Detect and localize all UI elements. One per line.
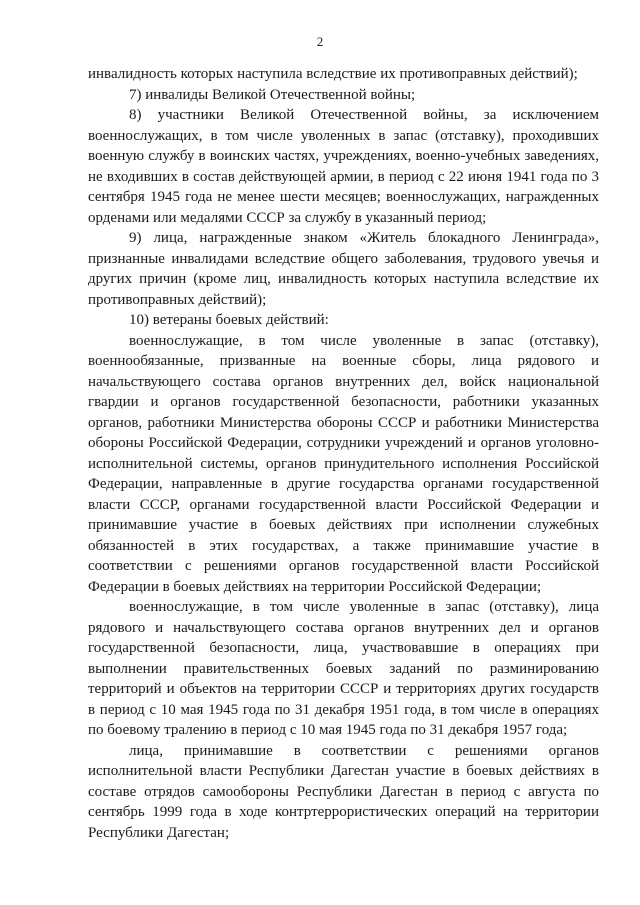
document-body — [88, 64, 599, 843]
paragraph-item-8: 8) участники Великой Отечественной войны, за исключением военнослужащих, в том числе уволенных в запас (отставку), проходивших военную службу в воинских частях, учреждениях, военно-учебных заведениях, не входивших в состав действующей армии, в период с 22 июня 1941 года по 3 сентября 1945 года не менее шести месяцев; военнослужащих, награжденных орденами или медалями СССР за службу в указанный период; — [88, 107, 599, 226]
paragraph-combat-veterans-military: военнослужащие, в том числе уволенные в запас (отставку), военнообязанные, призванные на военные сборы, лица рядового и начальствующего состава органов внутренних дел, войск национальной гвардии и органов государственной безопасности, работники указанных органов, работники Министерства обороны СССР и работники Министерства обороны Российской Федерации, сотрудники учреждений и органов уголовно-исполнительной системы, органов принудительного исполнения Российской Федерации, направленные в другие государства органами государственной власти СССР, органами государственной власти Российской Федерации и принимавшие участие в боевых действиях при исполнении служебных обязанностей в этих государствах, а также принимавшие участие в соответствии с решениями органов государственной власти Российской Федерации в боевых действиях на территории Российской Федерации; — [88, 332, 599, 595]
paragraph-item-10: 10) ветераны боевых действий: — [129, 312, 329, 328]
paragraph-item-7: 7) инвалиды Великой Отечественной войны; — [129, 86, 416, 103]
paragraph-item-9: 9) лица, награжденные знаком «Житель блокадного Ленинграда», признанные инвалидами вследствие общего заболевания, трудового увечья и других причин (кроме лиц, инвалидность которых наступила вследствие их противоправных действий); — [88, 230, 599, 308]
paragraph-combat-veterans-dagestan: лица, принимавшие в соответствии с решениями органов исполнительной власти Республики Дагестан участие в боевых действиях в составе отрядов самообороны Республики Дагестан в период с августа по сентябрь 1999 года в ходе контртеррористических операций на территории Республики Дагестан; — [88, 742, 599, 841]
paragraph-combat-veterans-demining: военнослужащие, в том числе уволенные в запас (отставку), лица рядового и начальствующего состава органов внутренних дел и органов государственной безопасности, лица, участвовавшие в операциях при выполнении правительственных боевых заданий по разминированию территорий и объектов на территории СССР и территориях других государств в период с 10 мая 1945 года по 31 декабря 1951 года, в том числе в операциях по боевому тралению в период с 10 мая 1945 года по 31 декабря 1957 года; — [88, 599, 599, 738]
page-number: 2 — [316, 34, 324, 49]
paragraph-continuation: инвалидность которых наступила вследствие их противоправных действий); — [88, 66, 578, 82]
